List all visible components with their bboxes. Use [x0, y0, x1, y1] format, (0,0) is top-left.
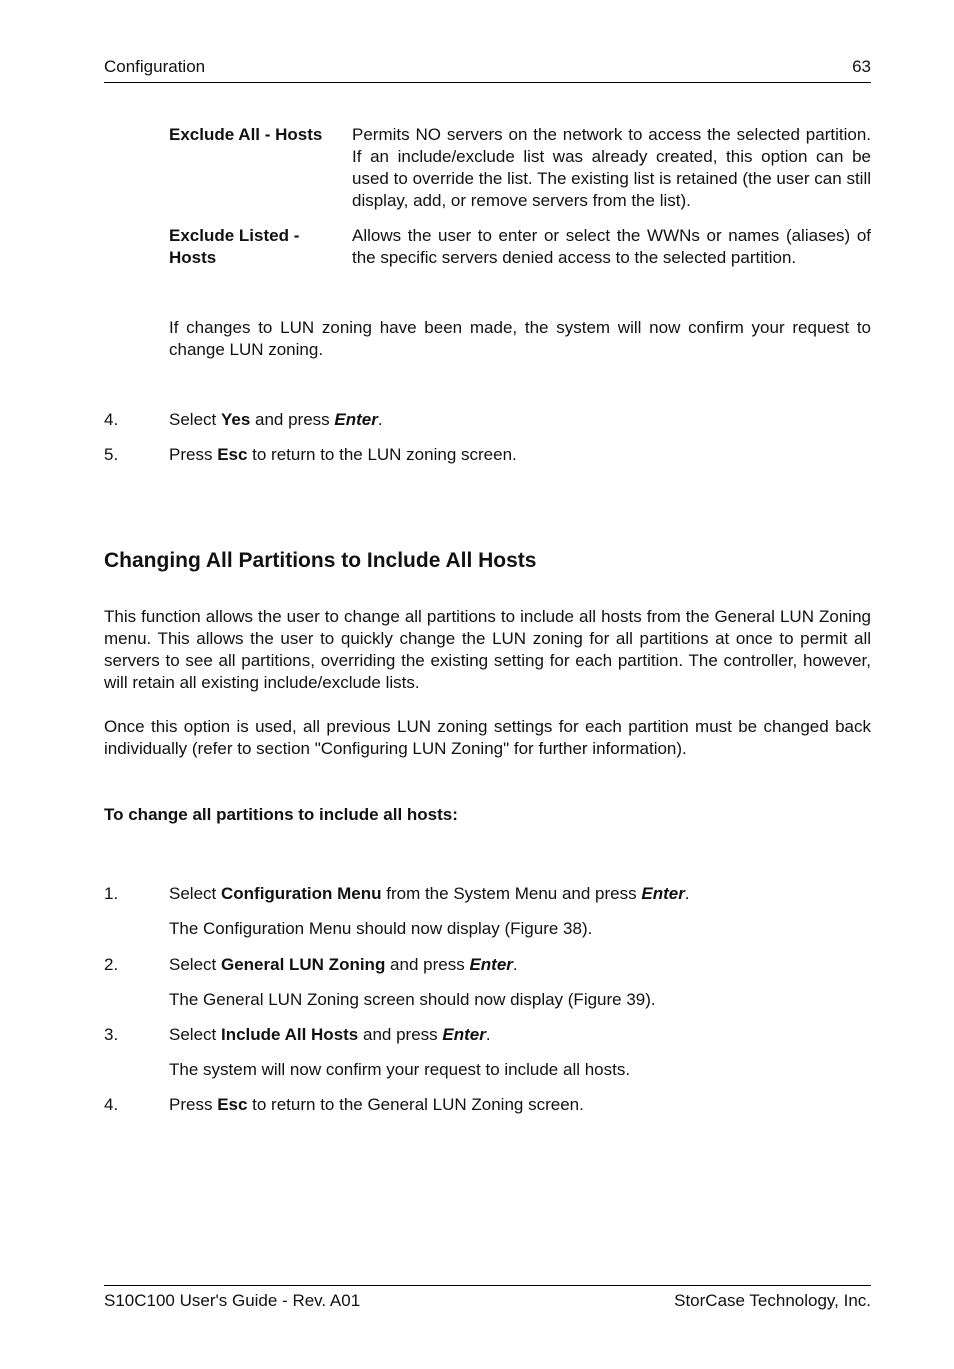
step-note: The General LUN Zoning screen should now display (Figure 39).	[169, 990, 656, 1009]
step-text: Press Esc to return to the General LUN Zoning screen.	[169, 1095, 584, 1114]
definition-text: Allows the user to enter or select the WWNs or names (aliases) of the specific servers denied access to the selected partition.	[352, 226, 871, 267]
section-heading: Changing All Partitions to Include All Hosts	[104, 549, 537, 572]
running-header-section: Configuration	[104, 57, 206, 76]
confirm-note: If changes to LUN zoning have been made, the system will now confirm your request to change LUN zoning.	[169, 318, 871, 359]
step-number: 2.	[104, 955, 119, 974]
header-rule	[104, 82, 871, 83]
footer-rule	[104, 1285, 871, 1286]
step-text: Select Configuration Menu from the System Menu and press Enter.	[169, 884, 690, 903]
step-text: Press Esc to return to the LUN zoning screen.	[169, 445, 517, 464]
step-number: 5.	[104, 445, 119, 464]
procedure-title: To change all partitions to include all hosts:	[104, 805, 458, 824]
intro-paragraph: This function allows the user to change all partitions to include all hosts from the General LUN Zoning menu. This allows the user to quickly change the LUN zoning for all partitions at once to permit all servers to see all partitions, overriding the existing setting for each partition. The controller, however, will retain all existing include/exclude lists.	[104, 607, 871, 692]
intro-paragraph: Once this option is used, all previous LUN zoning settings for each partition must be changed back individually (refer to section "Configuring LUN Zoning" for further information).	[104, 717, 871, 758]
definition-term: Exclude Listed - Hosts	[169, 226, 300, 267]
step-note: The system will now confirm your request to include all hosts.	[169, 1060, 631, 1079]
step-text: Select General LUN Zoning and press Enter.	[169, 955, 518, 974]
footer-document-title: S10C100 User's Guide - Rev. A01	[104, 1291, 361, 1310]
step-note: The Configuration Menu should now display (Figure 38).	[169, 919, 593, 938]
page-number: 63	[852, 57, 871, 76]
footer-company: StorCase Technology, Inc.	[674, 1291, 871, 1310]
step-text: Select Yes and press Enter.	[169, 410, 383, 429]
definition-text: Permits NO servers on the network to access the selected partition. If an include/exclude list was already created, this option can be used to override the list. The existing list is retained (the user can still display, add, or remove servers from the list).	[352, 125, 871, 210]
step-number: 4.	[104, 1095, 119, 1114]
step-number: 3.	[104, 1025, 119, 1044]
step-text: Select Include All Hosts and press Enter.	[169, 1025, 491, 1044]
step-number: 4.	[104, 410, 119, 429]
definition-term: Exclude All - Hosts	[169, 125, 323, 144]
step-number: 1.	[104, 884, 119, 903]
